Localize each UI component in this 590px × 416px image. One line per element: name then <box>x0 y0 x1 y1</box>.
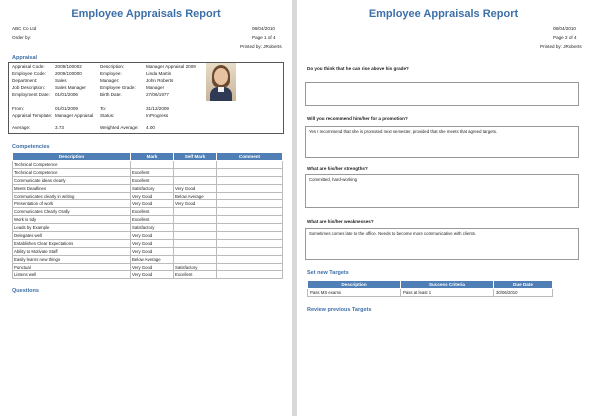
table-cell: Excellent <box>174 271 217 279</box>
report-date-p2: 08/04/2010 <box>553 26 576 31</box>
table-cell <box>217 168 283 176</box>
table-cell <box>217 176 283 184</box>
table-cell: Very Good <box>131 232 174 240</box>
review-targets-heading: Review previous Targets <box>307 307 372 313</box>
table-cell: Punctual <box>13 263 131 271</box>
targets-heading: Set new Targets <box>307 270 349 276</box>
field-label: Employment Date: <box>12 92 50 97</box>
column-header: Description <box>308 281 401 289</box>
field-label: Manager: <box>100 78 120 83</box>
field-label: Department: <box>12 78 38 83</box>
table-cell: Satisfactory <box>174 263 217 271</box>
table-cell <box>217 200 283 208</box>
table-cell: Very Good <box>174 200 217 208</box>
table-cell: Ability to Motivate Staff <box>13 247 131 255</box>
table-cell: Excellent <box>131 216 174 224</box>
table-cell <box>217 263 283 271</box>
table-cell: Very Good <box>174 184 217 192</box>
table-cell: Leads by Example <box>13 224 131 232</box>
field-value: 4.00 <box>146 125 155 130</box>
table-cell: Very Good <box>131 200 174 208</box>
table-cell <box>217 161 283 169</box>
table-row <box>13 239 283 247</box>
table-row <box>13 232 283 240</box>
answer-box: Committed, hard-working <box>305 174 579 208</box>
table-cell <box>174 232 217 240</box>
table-cell: Meets Deadlines <box>13 184 131 192</box>
page-number-p2: Page 2 of 4 <box>553 35 577 40</box>
table-cell: Establishes Clear Expectations <box>13 239 131 247</box>
targets-table <box>307 280 553 297</box>
field-value: 2009/100000 <box>55 71 82 76</box>
question-label: Will you recommend him/her for a promotion? <box>307 116 408 121</box>
table-cell: Satisfactory <box>131 184 174 192</box>
table-cell: Excellent <box>131 168 174 176</box>
field-value: Linda Martin <box>146 71 172 76</box>
field-label: Employee: <box>100 71 122 76</box>
table-row <box>13 161 283 169</box>
field-value: 01/01/2006 <box>55 92 78 97</box>
competencies-heading: Competencies <box>12 144 50 150</box>
field-value: 3.73 <box>55 125 64 130</box>
field-label: Employee Code: <box>12 71 46 76</box>
table-row <box>13 168 283 176</box>
table-row <box>13 263 283 271</box>
field-label: Birth Date: <box>100 92 122 97</box>
field-value: Manager Appraisal <box>55 113 94 118</box>
order-by-label: Order by: <box>12 35 32 40</box>
column-header: Description <box>13 153 131 161</box>
employee-photo <box>206 63 236 101</box>
table-cell: Below Average <box>131 255 174 263</box>
table-cell: Communicate ideas clearly <box>13 176 131 184</box>
table-cell <box>217 239 283 247</box>
table-cell: Communicates clearly in writing <box>13 192 131 200</box>
table-row <box>13 255 283 263</box>
field-value: Sales Manager <box>55 85 86 90</box>
table-cell: Listens well <box>13 271 131 279</box>
field-label: Average: <box>12 125 31 130</box>
column-header: Comment <box>217 153 283 161</box>
column-header: Mark <box>131 153 174 161</box>
table-cell: 30/06/2010 <box>494 289 553 297</box>
field-value: 27/06/1977 <box>146 92 169 97</box>
report-title-page-2: Employee Appraisals Report <box>368 8 519 20</box>
question-label: Do you think that he can rise above his grade? <box>307 66 409 71</box>
table-cell: Very Good <box>131 239 174 247</box>
field-value: 31/12/2009 <box>146 106 169 111</box>
table-cell <box>174 224 217 232</box>
table-cell <box>174 168 217 176</box>
field-value: Sales <box>55 78 67 83</box>
field-value: Manager Appraisal 2009 <box>146 64 196 69</box>
table-row <box>13 216 283 224</box>
report-date: 08/04/2010 <box>252 26 275 31</box>
table-row <box>13 184 283 192</box>
table-cell: Very Good <box>131 263 174 271</box>
field-label: Employee Grade: <box>100 85 136 90</box>
column-header: Success Criteria <box>401 281 494 289</box>
table-row <box>13 192 283 200</box>
table-cell <box>174 161 217 169</box>
table-cell <box>174 216 217 224</box>
table-cell: Work is tidy <box>13 216 131 224</box>
table-cell <box>174 208 217 216</box>
question-label: What are his/her strengths? <box>307 166 368 171</box>
field-value: 2009/100002 <box>55 64 82 69</box>
company-name: ABC Co Ltd <box>12 26 37 31</box>
competencies-table <box>12 152 283 279</box>
table-cell: Technical Competence <box>13 168 131 176</box>
answer-box <box>305 82 579 106</box>
table-row <box>308 289 553 297</box>
field-value: Manager <box>146 85 165 90</box>
table-cell: Presentation of work <box>13 200 131 208</box>
column-header: Due Date <box>494 281 553 289</box>
table-cell: Excellent <box>131 176 174 184</box>
table-cell <box>217 255 283 263</box>
table-cell: Communicates Clearly Orally <box>13 208 131 216</box>
printed-by: Printed by: JRoberts <box>240 44 282 49</box>
answer-box: Sometimes comes late to the office. Needs to become more communicative with clients. <box>305 228 579 260</box>
questions-heading: Questions <box>12 288 39 294</box>
field-value: John Roberts <box>146 78 174 83</box>
table-cell <box>174 176 217 184</box>
field-label: Job Description: <box>12 85 45 90</box>
table-row <box>13 208 283 216</box>
field-label: Weighted Average: <box>100 125 139 130</box>
field-label: Appraisal Template: <box>12 113 53 118</box>
table-row <box>13 224 283 232</box>
table-row <box>13 247 283 255</box>
report-page-2 <box>297 0 590 416</box>
field-label: Description: <box>100 64 125 69</box>
question-label: What are his/her weaknesses? <box>307 219 374 224</box>
table-cell <box>217 192 283 200</box>
table-cell <box>174 255 217 263</box>
table-cell <box>217 208 283 216</box>
table-cell: Satisfactory <box>131 224 174 232</box>
table-cell: Pass at least 1 <box>401 289 494 297</box>
answer-box: Yes I recommend that she is promoted next semester, provided that she meets that agreed targets. <box>305 126 579 158</box>
table-cell: Very Good <box>131 192 174 200</box>
table-row <box>13 271 283 279</box>
table-cell <box>131 161 174 169</box>
field-value: 01/01/2009 <box>55 106 78 111</box>
table-cell: Pass MS exams <box>308 289 401 297</box>
table-cell: Very Good <box>131 271 174 279</box>
field-label: Appraisal Code: <box>12 64 45 69</box>
column-header: Self Mark <box>174 153 217 161</box>
table-cell: Delegates well <box>13 232 131 240</box>
table-cell <box>217 271 283 279</box>
table-cell <box>217 232 283 240</box>
table-cell <box>174 239 217 247</box>
table-row <box>13 200 283 208</box>
table-cell: Technical Competence <box>13 161 131 169</box>
table-cell: Excellent <box>131 208 174 216</box>
field-label: From: <box>12 106 24 111</box>
page-number: Page 1 of 4 <box>252 35 276 40</box>
table-cell: Very Good <box>131 247 174 255</box>
appraisal-heading: Appraisal <box>12 55 38 61</box>
printed-by-p2: Printed by: JRoberts <box>540 44 582 49</box>
table-cell <box>217 247 283 255</box>
table-cell <box>217 224 283 232</box>
table-cell <box>174 247 217 255</box>
field-label: Status: <box>100 113 115 118</box>
field-value: InProgress <box>146 113 169 118</box>
table-cell <box>217 184 283 192</box>
table-cell <box>217 216 283 224</box>
table-cell: Below Average <box>174 192 217 200</box>
table-row <box>13 176 283 184</box>
table-cell: Easily learns new things <box>13 255 131 263</box>
field-label: To: <box>100 106 107 111</box>
report-title-page-1: Employee Appraisals Report <box>71 8 221 20</box>
